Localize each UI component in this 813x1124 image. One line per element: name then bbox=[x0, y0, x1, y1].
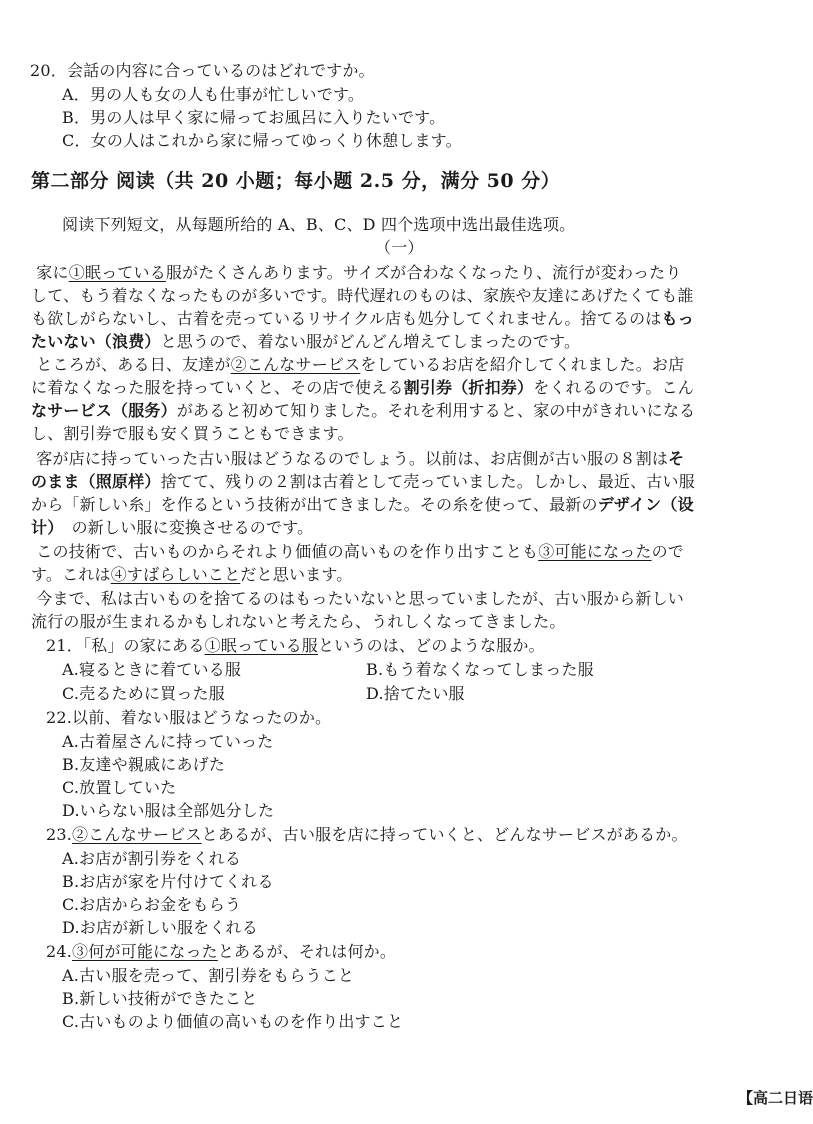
section-instruction: 阅读下列短文，从每题所给的 A、B、C、D 四个选项中选出最佳选项。 bbox=[62, 215, 576, 234]
q22-option-a: A.古着屋さんに持っていった bbox=[62, 732, 274, 751]
q24-question: 24.③何が可能になったとあるが、それは何か。 bbox=[46, 942, 397, 961]
section-title: 第二部分 阅读（共 20 小题；每小题 2.5 分，满分 50 分） bbox=[31, 170, 561, 192]
q23-option-b: B.お店が家を片付けてくれる bbox=[62, 872, 274, 891]
passage-line: この技術で、古いものからそれより価値の高いものを作り出すことも③可能になったので bbox=[36, 542, 684, 561]
underline-ref-2: ②こんなサービス bbox=[230, 355, 361, 374]
passage-number: （一） bbox=[375, 238, 424, 257]
passage-line: 流行の服が生まれるかもしれないと考えたら、うれしくなってきました。 bbox=[31, 612, 566, 631]
q21-option-c: C.売るために買った服 bbox=[62, 684, 225, 703]
gloss: なサービス（服务） bbox=[31, 401, 177, 420]
q20-option-b: B．男の人は早く家に帰ってお風呂に入りたいです。 bbox=[62, 108, 446, 127]
q22-option-b: B.友達や親戚にあげた bbox=[62, 755, 226, 774]
q20-option-a: A．男の人も女の人も仕事が忙しいです。 bbox=[62, 85, 365, 104]
passage-line: に着なくなった服を持っていくと、その店で使える割引券（折扣券）をくれるのです。こん bbox=[31, 378, 694, 397]
q21-question: 21．「私」の家にある①眠っている服というのは、どのような服か。 bbox=[46, 636, 545, 655]
passage-line: 客が店に持っていった古い服はどうなるのでしょう。以前は、お店側が古い服の８割はそ bbox=[36, 449, 685, 468]
q20-option-c: C．女の人はこれから家に帰ってゆっくり休憩します。 bbox=[62, 131, 462, 150]
passage-line: から「新しい糸」を作るという技術が出てきました。その糸を使って、最新のデザイン（设 bbox=[31, 495, 694, 514]
underline-ref-1: ①眠っている bbox=[68, 263, 166, 282]
gloss: のまま（照原样） bbox=[31, 472, 161, 491]
q22-option-d: D.いらない服は全部処分した bbox=[62, 801, 275, 820]
gloss: たいない（浪费） bbox=[31, 332, 161, 351]
q23-question: 23.②こんなサービスとあるが、古い服を店に持っていくと、どんなサービスがあるか。 bbox=[46, 825, 688, 844]
q23-option-d: D.お店が新しい服をくれる bbox=[62, 918, 258, 937]
passage-line: たいない（浪费）と思うので、着ない服がどんどん増えてしまったのです。 bbox=[31, 332, 581, 351]
underline-ref-3: ③可能になった bbox=[538, 542, 652, 561]
q23-option-c: C.お店からお金をもらう bbox=[62, 895, 242, 914]
q20-question: 20．会話の内容に合っているのはどれですか。 bbox=[30, 61, 375, 80]
passage-line: 今まで、私は古いものを捨てるのはもったいないと思っていましたが、古い服から新しい bbox=[36, 589, 684, 608]
passage-line: し、割引券で服も安く買うこともできます。 bbox=[31, 424, 354, 443]
q22-option-c: C.放置していた bbox=[62, 778, 177, 797]
passage-line: 计） の新しい服に変換させるのです。 bbox=[31, 518, 314, 537]
gloss: デザイン（设 bbox=[597, 495, 694, 514]
passage-line: して、もう着なくなったものが多いです。時代遅れのものは、家族や友達にあげたくても誰 bbox=[31, 286, 694, 305]
page-footer-label: 【高二日语 bbox=[738, 1089, 813, 1107]
q21-option-d: D.捨てたい服 bbox=[366, 684, 465, 703]
passage-line: 家に①眠っている服がたくさんあります。サイズが合わなくなったり、流行が変わったり bbox=[36, 263, 682, 282]
passage-line: のまま（照原样）捨てて、残りの２割は古着として売っていました。しかし、最近、古い服 bbox=[31, 472, 695, 491]
passage-line: なサービス（服务）があると初めて知りました。それを利用すると、家の中がきれいになる bbox=[31, 401, 696, 420]
q23-option-a: A.お店が割引券をくれる bbox=[62, 849, 242, 868]
q24-option-b: B.新しい技術ができたこと bbox=[62, 989, 258, 1008]
q24-option-c: C.古いものより価値の高いものを作り出すこと bbox=[62, 1012, 404, 1031]
q21-option-a: A.寝るときに着ている服 bbox=[62, 660, 242, 679]
q22-question: 22.以前、着ない服はどうなったのか。 bbox=[46, 708, 332, 727]
underline-ref-4: ④すばらしいこと bbox=[110, 565, 241, 584]
q24-option-a: A.古い服を売って、割引券をもらうこと bbox=[62, 966, 355, 985]
passage-line: ところが、ある日、友達が②こんなサービスをしているお店を紹介してくれました。お店 bbox=[36, 355, 685, 374]
passage-line: も欲しがらないし、古着を売っているリサイクル店も処分してくれません。捨てるのはもっ bbox=[31, 309, 694, 328]
gloss: 割引券（折扣券） bbox=[403, 378, 534, 397]
passage-line: す。これは④すばらしいことだと思います。 bbox=[31, 565, 353, 584]
q21-option-b: B.もう着なくなってしまった服 bbox=[366, 660, 594, 679]
